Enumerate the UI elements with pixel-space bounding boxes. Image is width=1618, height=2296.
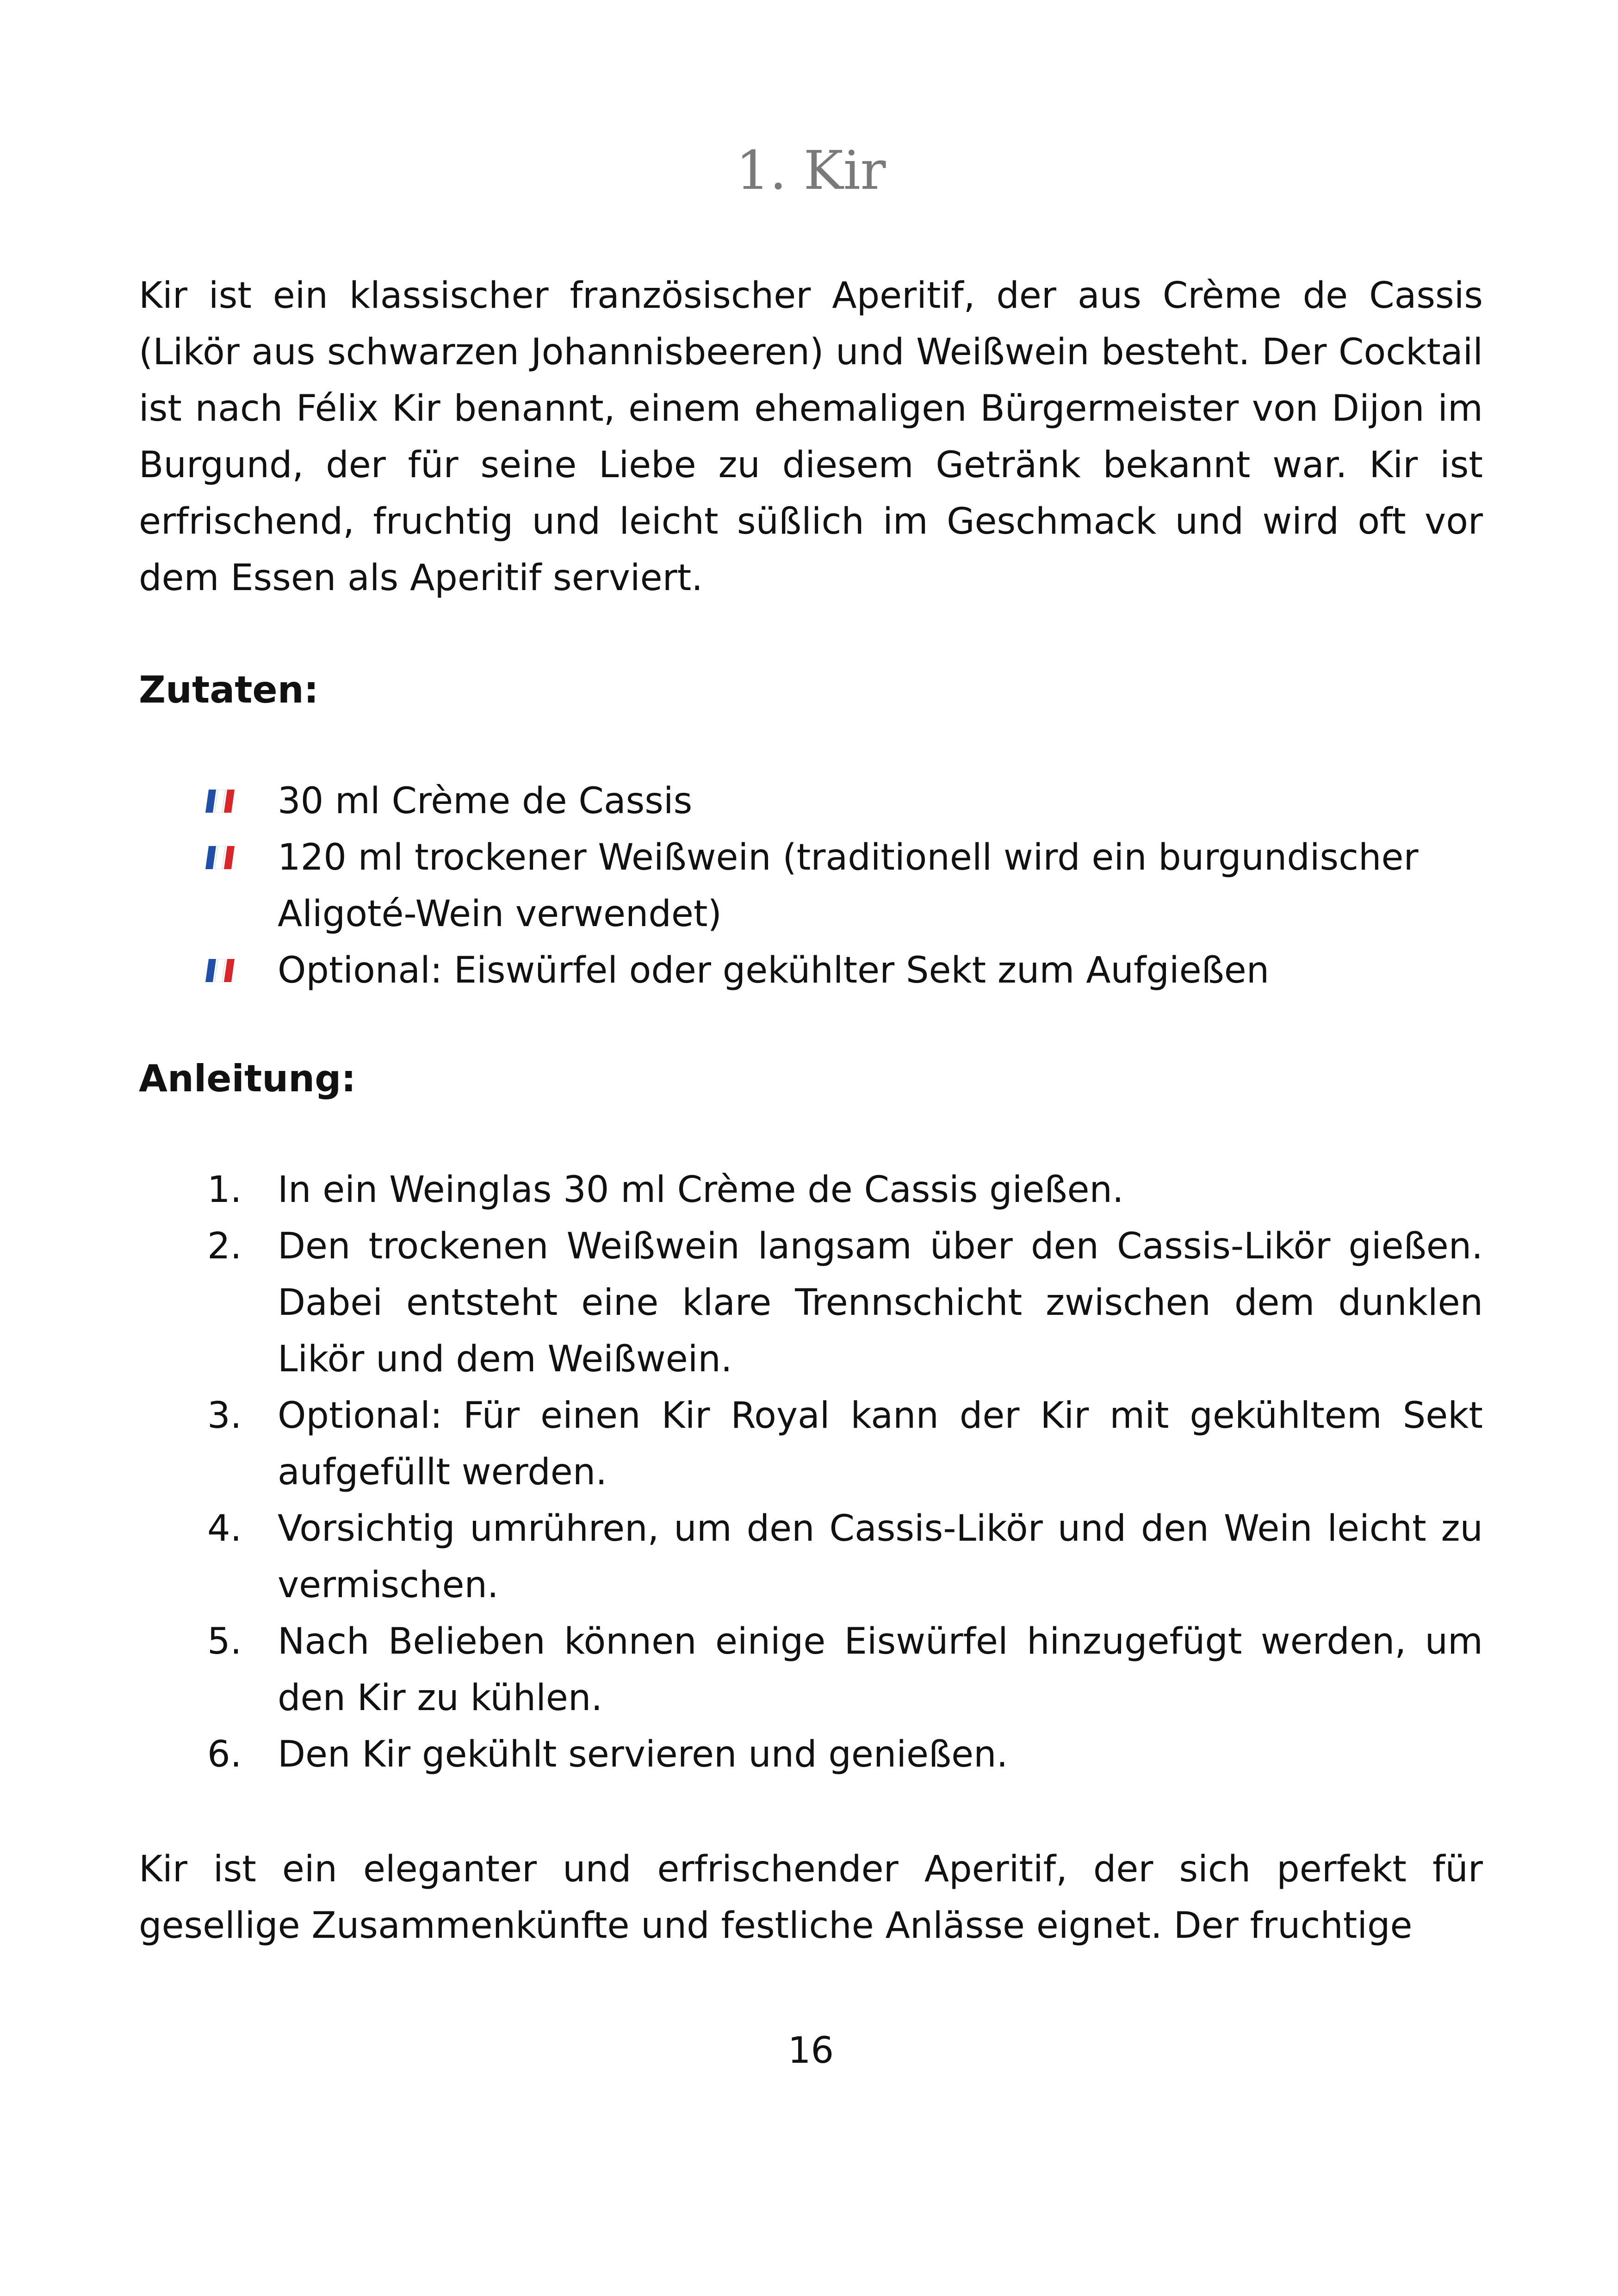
- list-item: [139, 829, 1483, 942]
- step-number: 4.: [207, 1508, 242, 1549]
- list-item: [139, 1162, 1483, 1218]
- list-item: [139, 1613, 1483, 1726]
- instructions-heading: Anleitung:: [139, 1057, 356, 1100]
- page-title: 1. Kir: [736, 140, 886, 202]
- ingredients-heading: Zutaten:: [139, 668, 319, 711]
- step-text: Vorsichtig umrühren, um den Cassis-Likör und den Wein leicht zu vermischen.: [278, 1508, 1483, 1606]
- step-number: 6.: [207, 1734, 242, 1775]
- french-flag-icon: [205, 959, 236, 982]
- step-text: Den trockenen Weißwein langsam über den Cassis-Likör gießen. Dabei entsteht eine klare Trennschicht zwischen dem dunklen Likör und dem Weißwein.: [278, 1226, 1483, 1380]
- intro-paragraph: Kir ist ein klassischer französischer Aperitif, der aus Crème de Cassis (Likör aus schwarzen Johannisbeeren) und Weißwein besteht. Der Cocktail ist nach Félix Kir benannt, einem ehemaligen Bürgermeister von Dijon im Burgund, der für seine Liebe zu diesem Getränk bekannt war. Kir ist erfrischend, fruchtig und leicht süßlich im Geschmack und wird oft vor dem Essen als Aperitif serviert.: [139, 275, 1483, 599]
- step-text: In ein Weinglas 30 ml Crème de Cassis gießen.: [278, 1169, 1124, 1211]
- step-text: Den Kir gekühlt servieren und genießen.: [278, 1734, 1008, 1775]
- list-item: [139, 1218, 1483, 1388]
- step-number: 1.: [207, 1169, 242, 1211]
- french-flag-icon: [205, 846, 236, 869]
- french-flag-icon: [205, 790, 236, 813]
- ingredient-text: Optional: Eiswürfel oder gekühlter Sekt zum Aufgießen: [278, 950, 1270, 991]
- list-item: [139, 1388, 1483, 1500]
- list-item: [139, 773, 1483, 829]
- step-text: Nach Belieben können einige Eiswürfel hinzugefügt werden, um den Kir zu kühlen.: [278, 1621, 1483, 1719]
- list-item: [139, 1500, 1483, 1613]
- document-page: [139, 0, 1483, 2296]
- outro-paragraph: Kir ist ein eleganter und erfrischender Aperitif, der sich perfekt für gesellige Zusammenkünfte und festliche Anlässe eignet. Der fruchtige: [139, 1848, 1483, 1947]
- step-number: 2.: [207, 1226, 242, 1267]
- list-item: [139, 942, 1483, 999]
- page-number: 16: [787, 2030, 834, 2072]
- step-number: 3.: [207, 1395, 242, 1437]
- ingredients-list: [139, 773, 1483, 999]
- instructions-list: [139, 1162, 1483, 1783]
- step-text: Optional: Für einen Kir Royal kann der Kir mit gekühltem Sekt aufgefüllt werden.: [278, 1395, 1483, 1493]
- ingredient-text: 30 ml Crème de Cassis: [278, 780, 693, 822]
- ingredient-text: 120 ml trockener Weißwein (traditionell wird ein burgundischer Aligoté-Wein verwendet): [278, 837, 1419, 935]
- step-number: 5.: [207, 1621, 242, 1662]
- list-item: [139, 1726, 1483, 1783]
